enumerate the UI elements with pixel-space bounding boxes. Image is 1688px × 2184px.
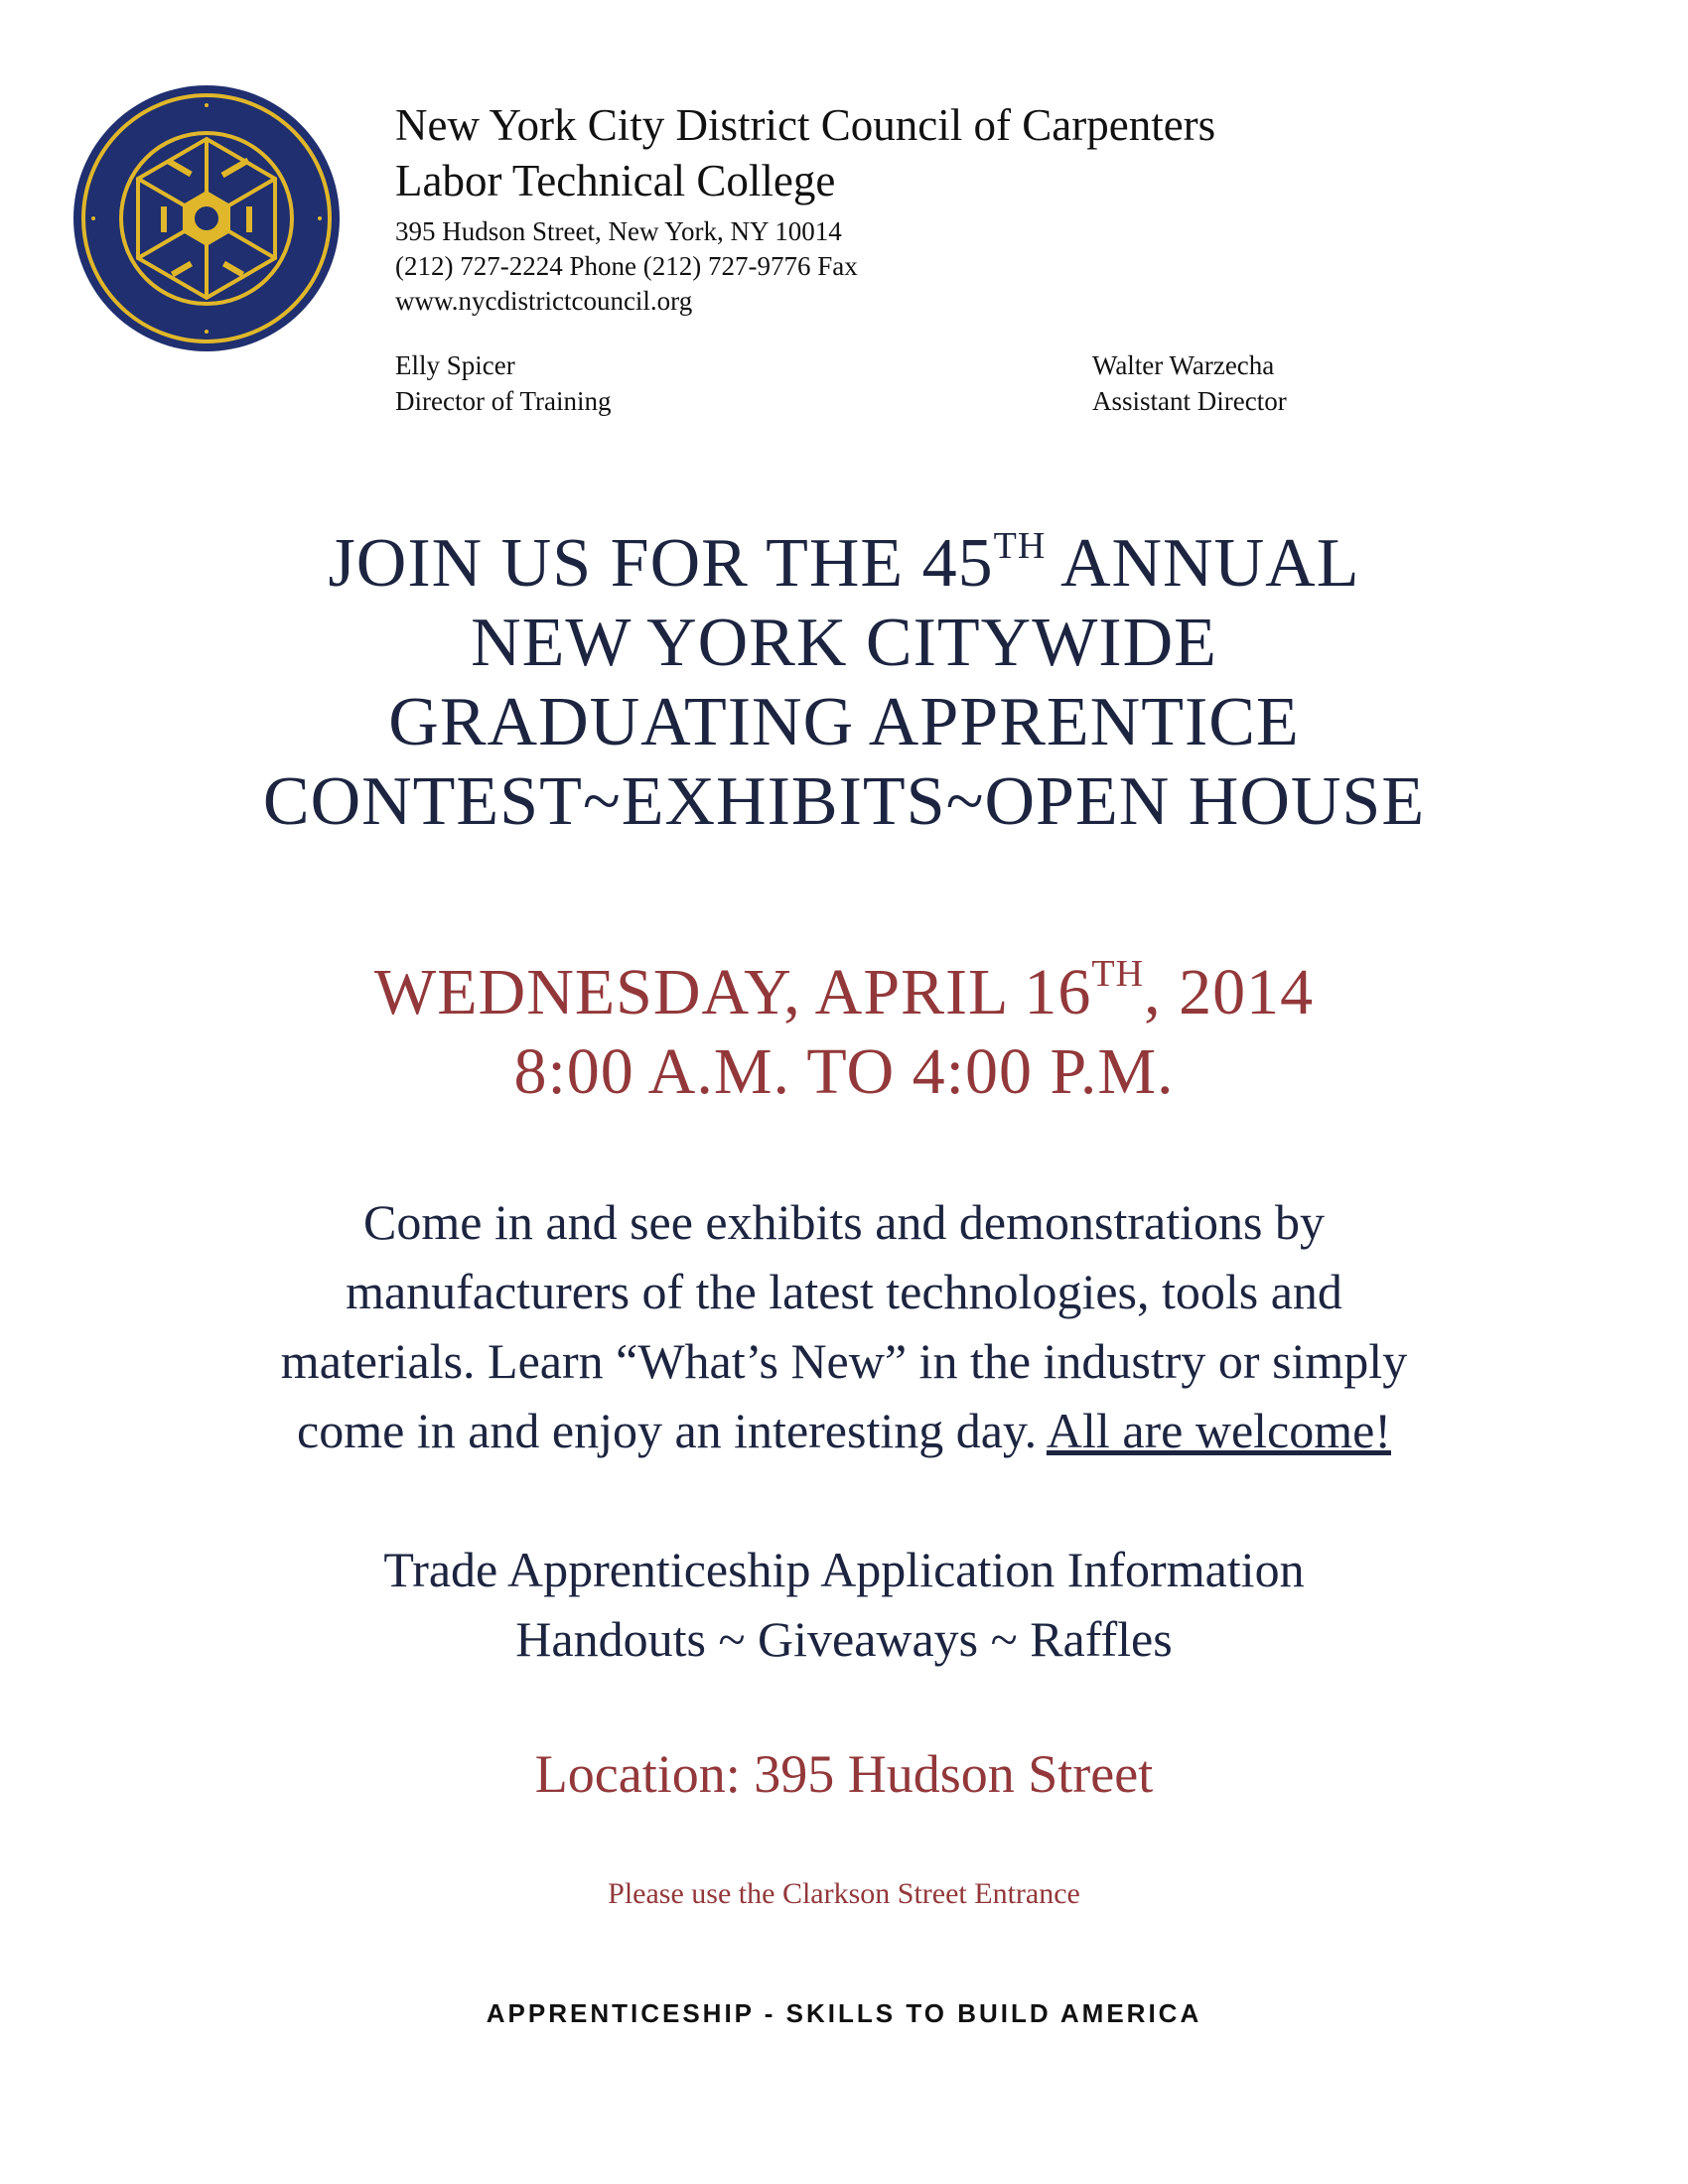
event-date-pre: WEDNESDAY, APRIL 16 [373,956,1092,1028]
extras-line-2: Handouts ~ Giveaways ~ Raffles [515,1611,1173,1667]
footer-slogan: APPRENTICESHIP - SKILLS TO BUILD AMERICA [486,1998,1202,2028]
extras-line-1: Trade Apprenticeship Application Information [383,1542,1305,1597]
staff-name: Walter Warzecha [1092,350,1275,380]
all-welcome-text: All are welcome! [1046,1403,1391,1458]
description-line-4-pre: come in and enjoy an interesting day. [297,1403,1047,1458]
website: www.nycdistrictcouncil.org [395,286,693,316]
ordinal-suffix: TH [993,525,1047,567]
event-date-post: , 2014 [1144,956,1315,1028]
description-line-4 [0,1396,1688,1465]
event-location: Location: 395 Hudson Street [534,1744,1154,1804]
headline-line-1-post: ANNUAL [1046,525,1360,602]
staff-assistant-director [1092,347,1287,419]
staff-name: Elly Spicer [395,350,515,380]
org-name: New York City District Council of Carpenters [395,100,1216,150]
staff-title: Director of Training [395,386,612,416]
description-line-1: Come in and see exhibits and demonstrations by [363,1194,1325,1250]
description-line-2: manufacturers of the latest technologies, tools and [346,1264,1342,1319]
college-name: Labor Technical College [395,156,836,205]
headline-line-2: NEW YORK CITYWIDE [471,605,1217,681]
address: 395 Hudson Street, New York, NY 10014 [395,216,842,246]
event-date [0,953,1688,1032]
staff-title: Assistant Director [1092,386,1287,416]
date-ordinal-suffix: TH [1091,953,1145,995]
carpenters-council-seal-icon [71,83,342,353]
phone-fax: (212) 727-2224 Phone (212) 727-9776 Fax [395,251,858,281]
description-line-3: materials. Learn “What’s New” in the industry or simply [280,1333,1408,1389]
headline-line-1-pre: JOIN US FOR THE 45 [328,525,994,602]
event-extras [0,1535,1688,1674]
headline-line-3: GRADUATING APPRENTICE [388,684,1300,760]
event-description [0,1187,1688,1465]
staff-director [395,347,611,419]
event-headline [0,524,1688,842]
contact-block [395,214,1487,319]
org-header [395,97,1487,319]
event-time: 8:00 A.M. TO 4:00 P.M. [513,1035,1175,1108]
headline-line-4: CONTEST~EXHIBITS~OPEN HOUSE [262,763,1426,840]
headline-line-1 [0,524,1688,604]
event-date-time [0,953,1688,1112]
entrance-note: Please use the Clarkson Street Entrance [608,1877,1080,1910]
